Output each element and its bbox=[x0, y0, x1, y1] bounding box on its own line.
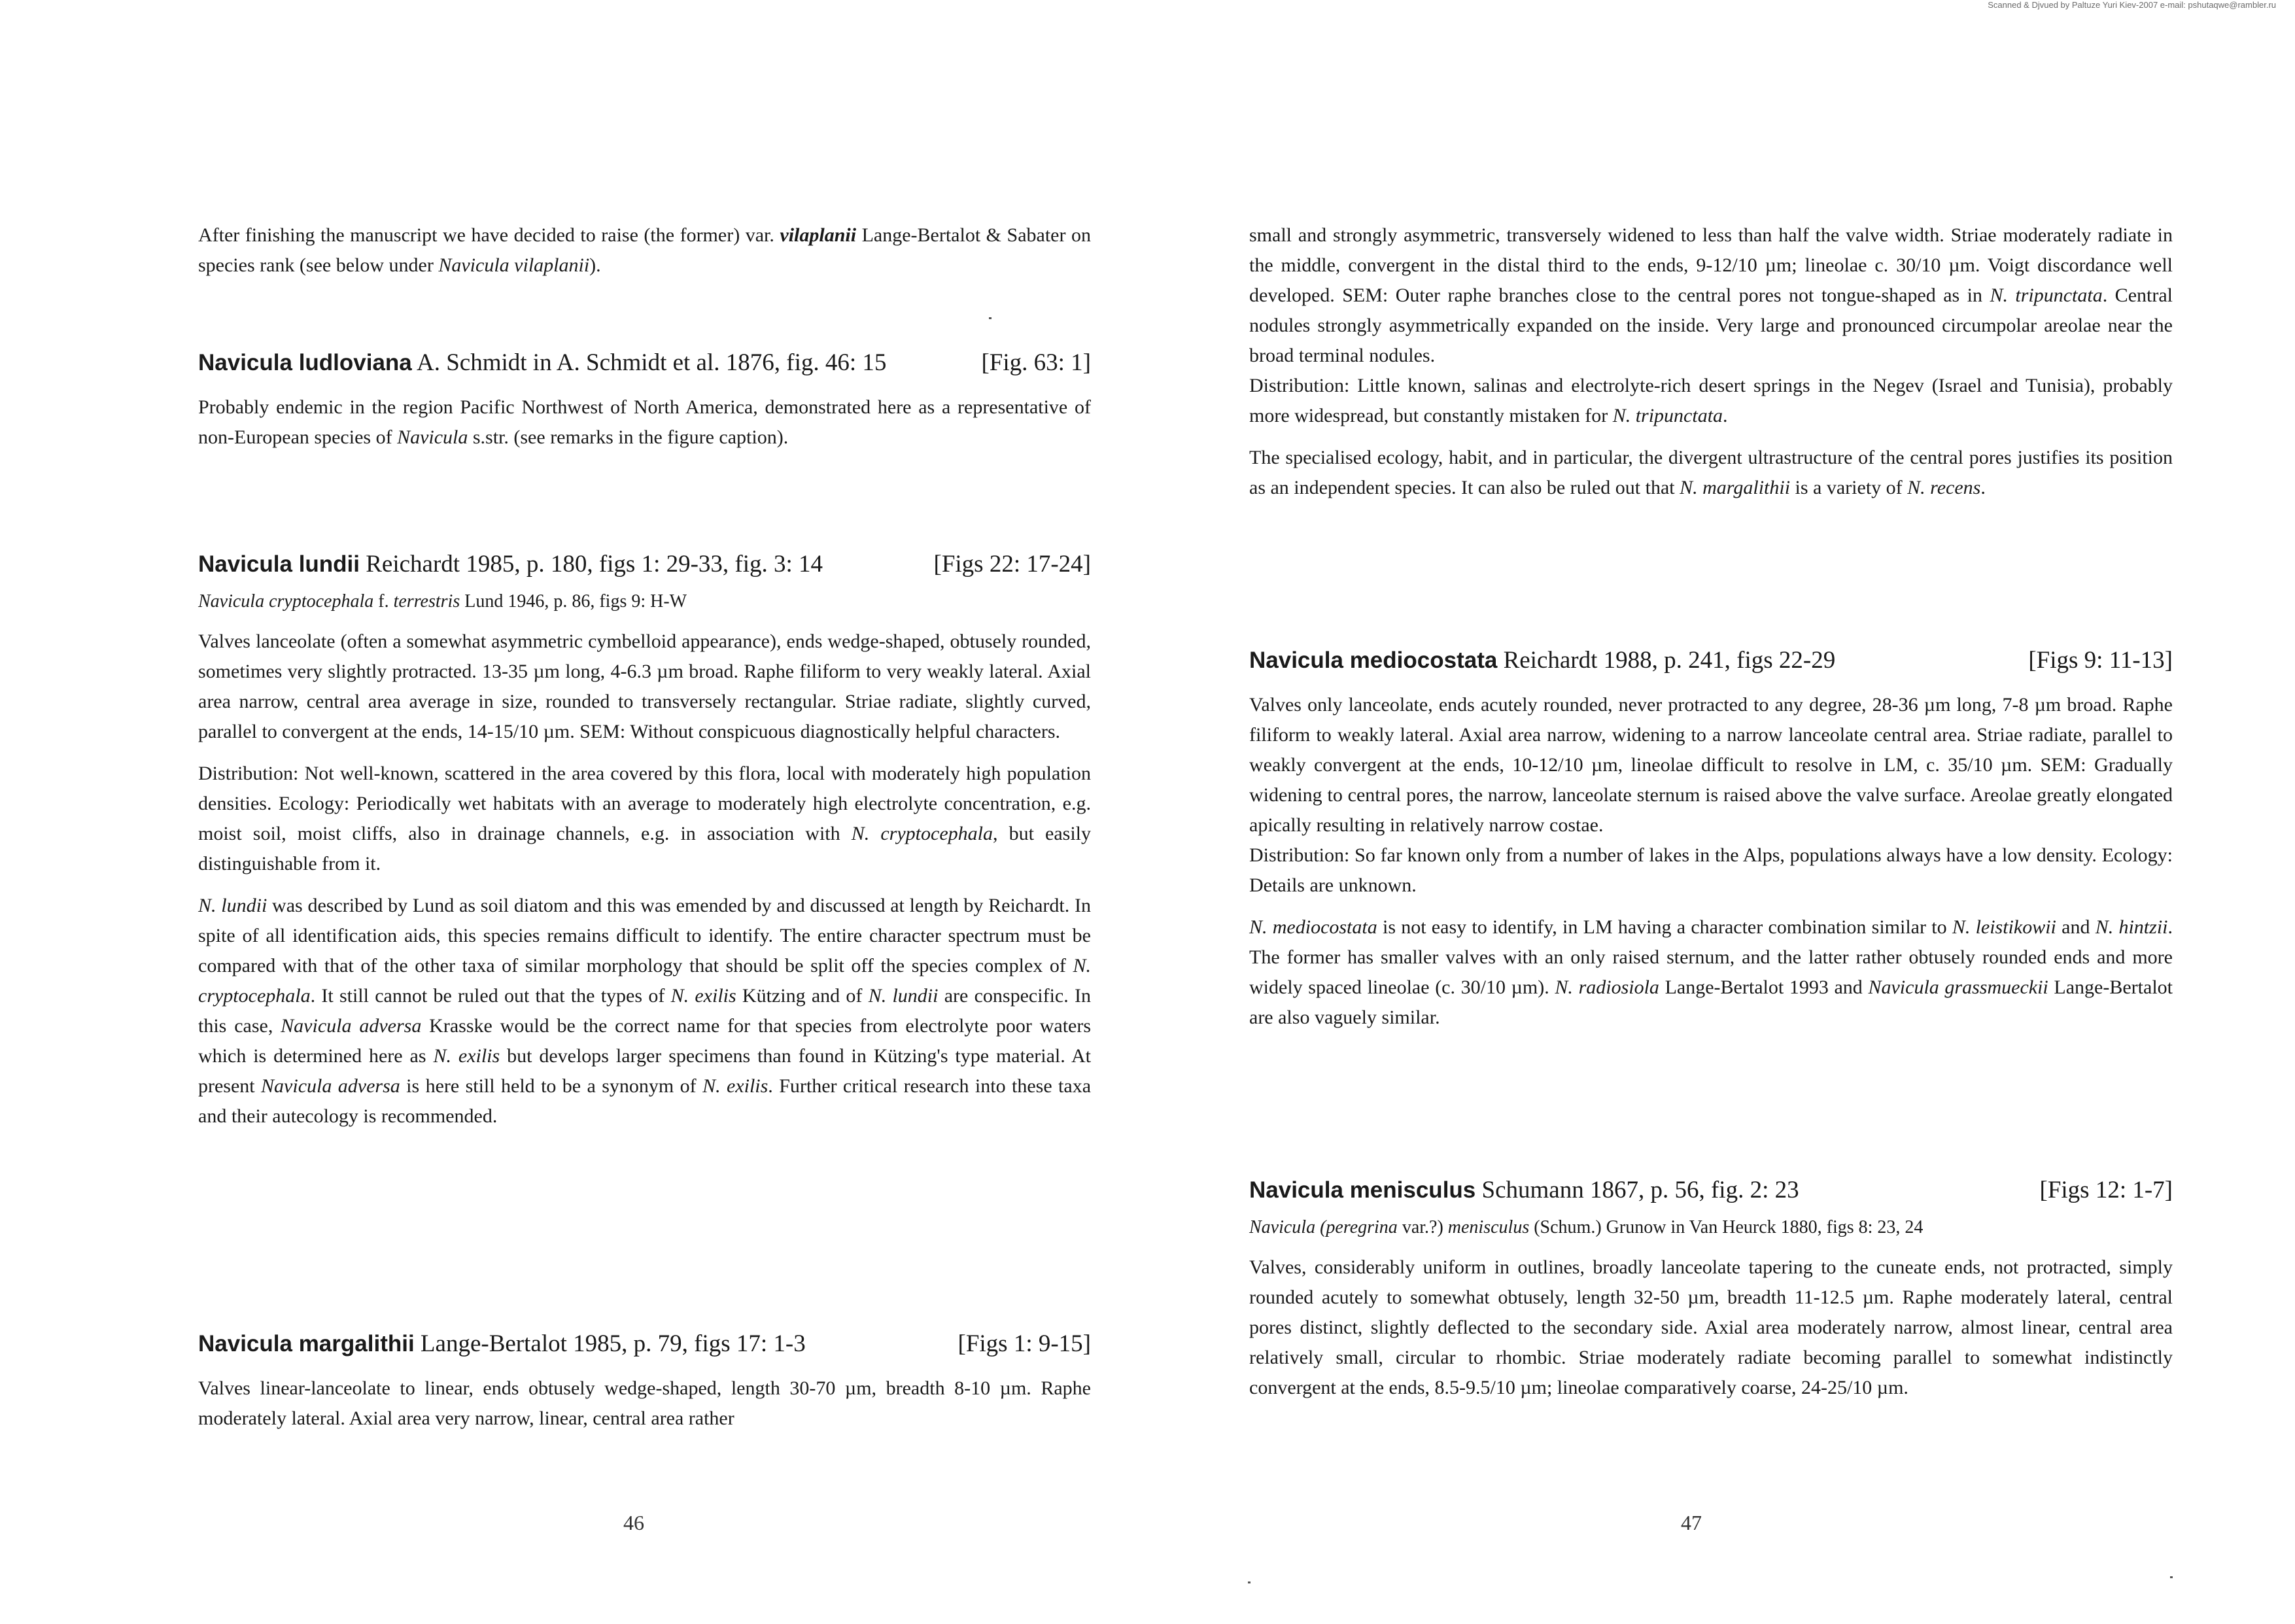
figure-reference: [Figs 1: 9-15] bbox=[958, 1330, 1091, 1357]
species-name: Navicula lundii bbox=[198, 551, 360, 577]
description-paragraph: Valves only lanceolate, ends acutely rounded, never protracted to any degree, 28-36 µm long, 7-8 µm broad. Raphe filiform to weakly lateral. Axial area narrow, widening to a narrow lanceolate central area. Striae radiate, parallel to weakly convergent at the ends, 10-12/10 µm, lineolae difficult to resolve in LM, c. 35/10 µm. SEM: Gradually widening to central pores, the narrow, lanceolate sternum is raised above the valve surface. Areolae greatly elongated apically resulting in relatively narrow costae. bbox=[1249, 694, 2173, 836]
distribution-paragraph: Distribution: Little known, salinas and electrolyte-rich desert springs in the Negev (Israel and Tunisia), probably more widespread, but constantly mistaken for N. tripunctata. bbox=[1249, 375, 2173, 426]
species-citation: Schumann 1867, p. 56, fig. 2: 23 bbox=[1481, 1177, 1799, 1203]
remarks-paragraph: N. lundii was described by Lund as soil diatom and this was emended by and discussed at length by Reichardt. In spite of all identification aids, this species remains difficult to identify. The entire character spectrum must be compared with that of the other taxa of similar morphology that should be split off the species complex of N. cryptocephala. It still cannot be ruled out that the types of N. exilis Kützing and of N. lundii are conspecific. In this case, Navicula adversa Krasske would be the correct name for that species from electrolyte poor waters which is determined here as N. exilis but develops larger specimens than found in Kützing's type material. At present Navicula adversa is here still held to be a synonym of N. exilis. Further critical research into these taxa and their autecology is recommended. bbox=[198, 895, 1092, 1127]
species-heading bbox=[198, 347, 1091, 379]
intro-paragraph: After finishing the manuscript we have decided to raise (the former) var. vilaplanii Lange-Bertalot & Sabater on species rank (see below under Navicula vilaplanii). bbox=[198, 224, 1091, 276]
figure-reference: [Fig. 63: 1] bbox=[981, 349, 1091, 376]
figure-reference: [Figs 9: 11-13] bbox=[2028, 647, 2173, 674]
page-number-right: 47 bbox=[1681, 1511, 1702, 1534]
distribution-paragraph: Distribution: So far known only from a number of lakes in the Alps, populations always have a low density. Ecology: Details are unknown. bbox=[1249, 844, 2173, 896]
description-paragraph: Valves, considerably uniform in outlines, broadly lanceolate tapering to the cuneate ends, not protracted, simply rounded acutely to somewhat obtusely, length 32-50 µm, breadth 11-12.5 µm. Raphe moderately lateral, central pores distinct, slightly deflected to the secondary side. Axial area moderately narrow, almost linear, central area relatively small, circular to rhombic. Striae moderately radiate becoming parallel to somewhat indistinctly convergent at the ends, 8.5-9.5/10 µm; lineolae comparatively coarse, 24-25/10 µm. bbox=[1249, 1256, 2173, 1398]
page-number-left: 46 bbox=[623, 1511, 644, 1534]
synonym-line: Navicula cryptocephala f. terrestris Lund 1946, p. 86, figs 9: H-W bbox=[198, 591, 687, 612]
species-name: Navicula menisculus bbox=[1249, 1177, 1476, 1203]
entry-navicula-lundii bbox=[198, 548, 1091, 1132]
right-page bbox=[1249, 0, 2173, 1624]
synonym-line: Navicula (peregrina var.?) menisculus (Schum.) Grunow in Van Heurck 1880, figs 8: 23, 24 bbox=[1249, 1217, 1924, 1237]
intro-section bbox=[198, 220, 1091, 281]
figure-reference: [Figs 12: 1-7] bbox=[2039, 1177, 2173, 1203]
description-paragraph: Valves lanceolate (often a somewhat asymmetric cymbelloid appearance), ends wedge-shaped, obtusely rounded, sometimes very slightly protracted. 13-35 µm long, 4-6.3 µm broad. Raphe filiform to very weakly lateral. Axial area narrow, central area average in size, rounded to transversely rectangular. Striae radiate, slightly curved, parallel to convergent at the ends, 14-15/10 µm. SEM: Without conspicuous diagnostically helpful characters. bbox=[198, 631, 1091, 742]
species-name: Navicula ludloviana bbox=[198, 350, 412, 375]
species-citation: Lange-Bertalot 1985, p. 79, figs 17: 1-3 bbox=[420, 1330, 806, 1357]
entry-navicula-mediocostata bbox=[1249, 644, 2173, 1033]
species-citation: A. Schmidt in A. Schmidt et al. 1876, fig. 46: 15 bbox=[417, 349, 887, 376]
figure-reference: [Figs 22: 17-24] bbox=[933, 551, 1091, 578]
species-citation: Reichardt 1988, p. 241, figs 22-29 bbox=[1503, 647, 1836, 674]
scan-speck bbox=[989, 317, 992, 319]
species-citation: Reichardt 1985, p. 180, figs 1: 29-33, fig. 3: 14 bbox=[366, 551, 823, 578]
species-heading bbox=[1249, 1174, 2173, 1207]
species-heading bbox=[198, 1328, 1091, 1360]
scan-speck bbox=[2170, 1576, 2173, 1578]
remarks-paragraph: N. mediocostata is not easy to identify, in LM having a character combination similar to N. leistikowii and N. hintzii. The former has smaller valves with an only raised sternum, and the latter rather obtusely rounded ends and more widely spaced lineolae (c. 30/10 µm). N. radiosiola Lange-Bertalot 1993 and Navicula grassmueckii Lange-Bertalot are also vaguely similar. bbox=[1249, 916, 2173, 1028]
left-page bbox=[198, 0, 1091, 1624]
scanner-watermark: Scanned & Djvued by Paltuze Yuri Kiev-2007 e-mail: pshutaqwe@rambler.ru bbox=[1988, 0, 2276, 10]
species-heading bbox=[1249, 644, 2173, 677]
remarks-paragraph: The specialised ecology, habit, and in particular, the divergent ultrastructure of the central pores justifies its position as an independent species. It can also be ruled out that N. margalithii is a variety of N. recens. bbox=[1249, 447, 2173, 498]
scan-speck bbox=[1248, 1581, 1251, 1583]
species-name: Navicula mediocostata bbox=[1249, 648, 1498, 673]
description-paragraph: Valves linear-lanceolate to linear, ends obtusely wedge-shaped, length 30-70 µm, breadth 8-10 µm. Raphe moderately lateral. Axial area very narrow, linear, central area rather bbox=[198, 1377, 1091, 1429]
distribution-paragraph: Distribution: Not well-known, scattered in the area covered by this flora, local with moderately high population densities. Ecology: Periodically wet habitats with an average to moderately high electrolyte concentration, e.g. moist soil, moist cliffs, also in drainage channels, e.g. in association with N. cryptocephala, but easily distinguishable from it. bbox=[198, 763, 1092, 874]
species-name: Navicula margalithii bbox=[198, 1331, 415, 1356]
entry-navicula-margalithii-continued bbox=[1249, 220, 2173, 503]
description-continued-paragraph: small and strongly asymmetric, transversely widened to less than half the valve width. Striae moderately radiate in the middle, convergent in the distal third to the ends, 9-12/10 µm; lineolae c. 30/10 µm. Voigt discordance well developed. SEM: Outer raphe branches close to the central pores not tongue-shaped as in N. tripunctata. Central nodules strongly asymmetrically expanded on the inside. Very large and pronounced circumpolar areolae near the broad terminal nodules. bbox=[1249, 224, 2173, 366]
species-heading bbox=[198, 548, 1091, 581]
entry-navicula-menisculus bbox=[1249, 1174, 2173, 1403]
entry-paragraph: Probably endemic in the region Pacific Northwest of North America, demonstrated here as a representative of non-European species of Navicula s.str. (see remarks in the figure caption). bbox=[198, 396, 1091, 448]
entry-navicula-ludloviana bbox=[198, 347, 1091, 453]
entry-navicula-margalithii bbox=[198, 1328, 1091, 1434]
